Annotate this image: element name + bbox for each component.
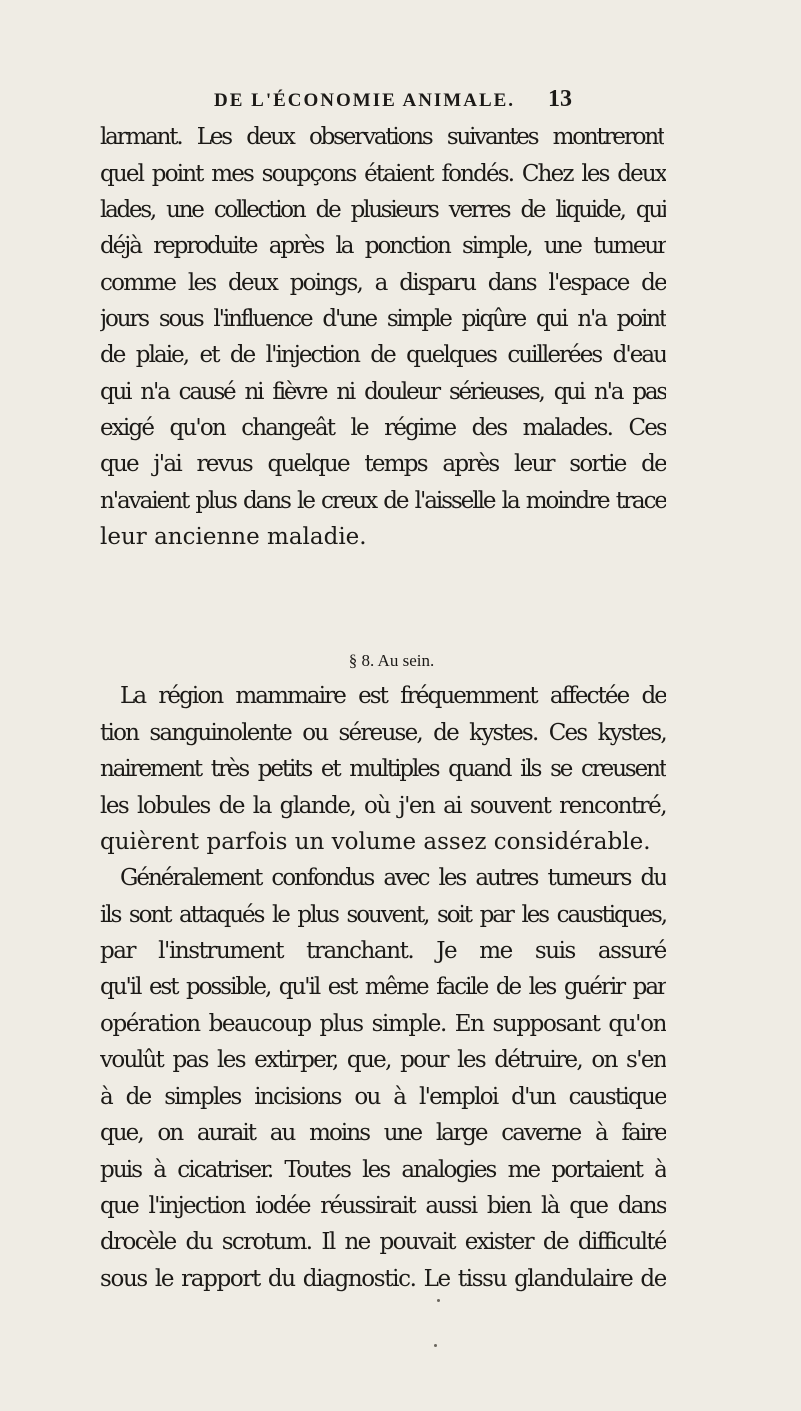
text-line: que l'injection iodée réussirait aussi bien là que dans (100, 1193, 666, 1219)
text-line: les lobules de la glande, où j'en ai souvent rencontré, (100, 793, 666, 819)
page-number: 13 (548, 86, 572, 112)
text-line: quel point mes soupçons étaient fondés. Chez les deux (100, 161, 666, 187)
text-line: La région mammaire est fréquemment affectée de (120, 683, 666, 709)
text-line: n'avaient plus dans le creux de l'aisselle la moindre trace (100, 488, 666, 514)
text-line: nairement très petits et multiples quand ils se creusent (100, 756, 666, 782)
text-line: comme les deux poings, a disparu dans l'espace de (100, 270, 666, 296)
text-line: drocèle du scrotum. Il ne pouvait exister de difficulté (100, 1229, 666, 1255)
text-line: ils sont attaqués le plus souvent, soit par les caustiques, (100, 902, 666, 928)
text-line: qui n'a causé ni fièvre ni douleur sérieuses, qui n'a pas (100, 379, 666, 405)
text-line: puis à cicatriser. Toutes les analogies me portaient à (100, 1157, 666, 1183)
text-line: lades, une collection de plusieurs verres de liquide, qui (100, 197, 666, 223)
section-heading-text: § 8. Au sein. (348, 651, 435, 670)
text-line: larmant. Les deux observations suivantes montreront (100, 124, 664, 150)
paper-speck (434, 1344, 437, 1347)
text-line: leur ancienne maladie. (100, 524, 367, 550)
text-line: quièrent parfois un volume assez considérable. (100, 829, 651, 855)
text-line: déjà reproduite après la ponction simple, une tumeur (100, 233, 666, 259)
paper-speck (437, 1299, 440, 1302)
text-line: à de simples incisions ou à l'emploi d'un caustique (100, 1084, 666, 1110)
section-heading (0, 647, 801, 675)
text-line: que j'ai revus quelque temps après leur sortie de (100, 451, 666, 477)
text-line: sous le rapport du diagnostic. Le tissu glandulaire de (100, 1266, 666, 1292)
text-line: que, on aurait au moins une large caverne à faire (100, 1120, 666, 1146)
text-line: exigé qu'on changeât le régime des malades. Ces (100, 415, 666, 441)
text-line: par l'instrument tranchant. Je me suis assuré (100, 938, 666, 964)
text-line: de plaie, et de l'injection de quelques cuillerées d'eau (100, 342, 666, 368)
text-line: tion sanguinolente ou séreuse, de kystes. Ces kystes, (100, 720, 666, 746)
running-title: DE L'ÉCONOMIE ANIMALE. (214, 90, 516, 111)
text-line: jours sous l'influence d'une simple piqûre qui n'a point (100, 306, 666, 332)
running-head (0, 86, 801, 118)
text-line: voulût pas les extirper, que, pour les détruire, on s'en (100, 1047, 666, 1073)
text-line: qu'il est possible, qu'il est même facile de les guérir par (100, 974, 666, 1000)
text-line: Généralement confondus avec les autres tumeurs du (120, 865, 666, 891)
text-line: opération beaucoup plus simple. En supposant qu'on (100, 1011, 666, 1037)
